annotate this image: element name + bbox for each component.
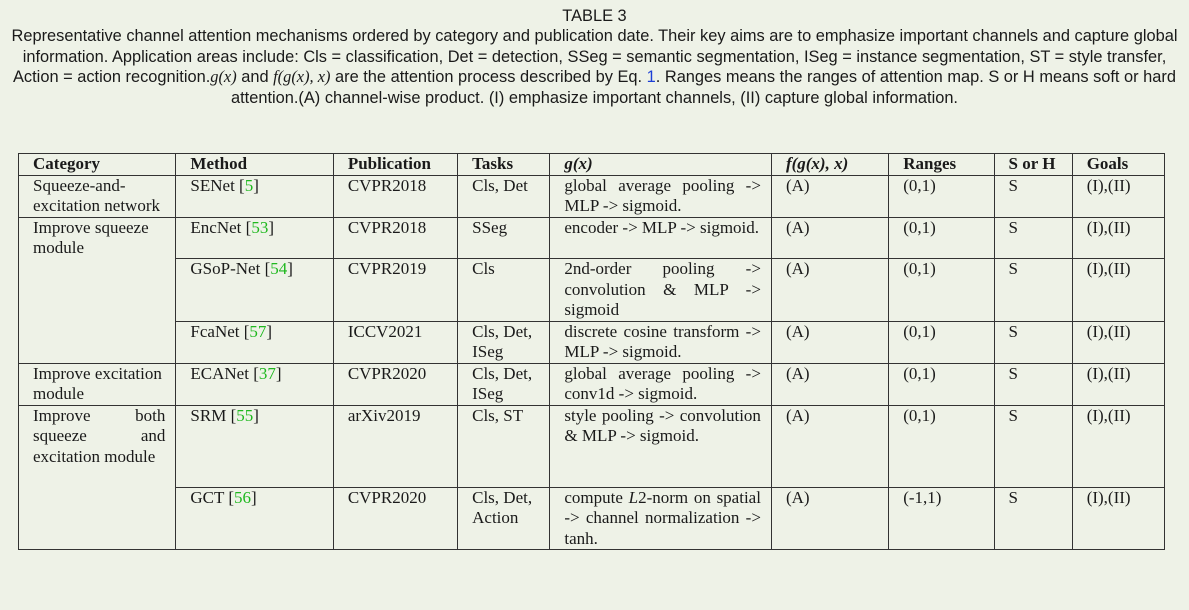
header-publication: Publication <box>333 154 457 176</box>
cell-sorh: S <box>994 259 1072 322</box>
header-ranges: Ranges <box>889 154 994 176</box>
gx-math-l: L <box>628 487 639 507</box>
citation-link[interactable]: 37 <box>258 363 276 383</box>
cell-tasks: Cls, Det <box>458 175 550 217</box>
cell-tasks: Cls <box>458 259 550 322</box>
cell-method: GCT [56] <box>176 487 333 550</box>
cell-goals: (I),(II) <box>1072 259 1164 322</box>
cell-tasks: SSeg <box>458 217 550 259</box>
header-sorh: S or H <box>994 154 1072 176</box>
cell-category: Improve excitation module <box>19 363 176 405</box>
cell-fgx: (A) <box>771 487 888 550</box>
cell-tasks: Cls, Det, ISeg <box>458 321 550 363</box>
citation-link[interactable]: 56 <box>234 487 252 507</box>
gx-text-post: 2-norm on spatial -> channel normalization -> tanh. <box>564 487 761 548</box>
table-row <box>19 321 1165 363</box>
cell-method: GSoP-Net [54] <box>176 259 333 322</box>
caption-text-1: Representative channel attention mechanisms ordered by category and publication date. Their key aims are to emphasize important channels and capture global information. Application areas include: Cls = classification, Det = detection, SSeg = semantic segmentation, ISeg = instance segmentation, ST = style transfer, Action = action recognition. <box>11 27 1178 87</box>
cell-gx: global average pooling -> MLP -> sigmoid. <box>550 175 772 217</box>
cell-goals: (I),(II) <box>1072 363 1164 405</box>
cell-goals: (I),(II) <box>1072 405 1164 487</box>
cell-sorh: S <box>994 217 1072 259</box>
cell-gx: style pooling -> convolution & MLP -> sigmoid. <box>550 405 772 487</box>
method-name: FcaNet <box>190 321 240 341</box>
caption-math-fgx: f(g(x), x) <box>273 67 331 87</box>
cell-gx: global average pooling -> conv1d -> sigmoid. <box>550 363 772 405</box>
cell-method: EncNet [53] <box>176 217 333 259</box>
cell-fgx: (A) <box>771 259 888 322</box>
cell-gx: encoder -> MLP -> sigmoid. <box>550 217 772 259</box>
cell-goals: (I),(II) <box>1072 321 1164 363</box>
cell-ranges: (0,1) <box>889 405 994 487</box>
cell-publication: CVPR2020 <box>333 487 457 550</box>
cell-ranges: (-1,1) <box>889 487 994 550</box>
table-row <box>19 259 1165 322</box>
cell-publication: CVPR2020 <box>333 363 457 405</box>
cell-goals: (I),(II) <box>1072 487 1164 550</box>
method-name: GCT <box>190 487 225 507</box>
cell-ranges: (0,1) <box>889 363 994 405</box>
cell-fgx: (A) <box>771 321 888 363</box>
cell-publication: CVPR2018 <box>333 175 457 217</box>
cell-goals: (I),(II) <box>1072 175 1164 217</box>
attention-table <box>18 153 1165 550</box>
table-row <box>19 487 1165 550</box>
cell-fgx: (A) <box>771 405 888 487</box>
table-row <box>19 405 1165 487</box>
header-goals: Goals <box>1072 154 1164 176</box>
caption-text-3: . Ranges means the ranges of attention map. S or H means soft or hard attention.(A) channel-wise product. (I) emphasize important channels, (II) capture global information. <box>230 68 1176 107</box>
cell-fgx: (A) <box>771 363 888 405</box>
cell-fgx: (A) <box>771 175 888 217</box>
header-tasks: Tasks <box>458 154 550 176</box>
cell-tasks: Cls, ST <box>458 405 550 487</box>
cell-category-empty <box>19 259 176 322</box>
caption-eq-ref[interactable]: 1 <box>646 68 656 87</box>
cell-goals: (I),(II) <box>1072 217 1164 259</box>
cell-method: FcaNet [57] <box>176 321 333 363</box>
table-caption <box>0 6 1189 108</box>
header-gx: g(x) <box>550 154 772 176</box>
cell-sorh: S <box>994 363 1072 405</box>
caption-and: and <box>236 68 274 87</box>
cell-category-empty <box>19 321 176 363</box>
citation-link[interactable]: 57 <box>249 321 267 341</box>
cell-category: Improve both squeeze and excitation module <box>19 405 176 487</box>
table-title: TABLE 3 <box>562 7 627 25</box>
table-row <box>19 175 1165 217</box>
cell-ranges: (0,1) <box>889 259 994 322</box>
citation-link[interactable]: 5 <box>244 175 254 195</box>
gx-text-pre: compute <box>564 487 629 507</box>
cell-category-empty <box>19 487 176 550</box>
cell-sorh: S <box>994 175 1072 217</box>
cell-fgx: (A) <box>771 217 888 259</box>
cell-publication: ICCV2021 <box>333 321 457 363</box>
method-name: SENet <box>190 175 235 195</box>
citation-link[interactable]: 55 <box>236 405 254 425</box>
cell-gx: discrete cosine transform -> MLP -> sigmoid. <box>550 321 772 363</box>
cell-ranges: (0,1) <box>889 217 994 259</box>
caption-math-gx: g(x) <box>210 67 237 87</box>
cell-gx: 2nd-order pooling -> convolution & MLP -> sigmoid <box>550 259 772 322</box>
method-name: EncNet <box>190 217 242 237</box>
cell-method: ECANet [37] <box>176 363 333 405</box>
cell-sorh: S <box>994 487 1072 550</box>
cell-gx <box>550 487 772 550</box>
cell-category: Squeeze-and-excitation network <box>19 175 176 217</box>
cell-method: SENet [5] <box>176 175 333 217</box>
method-name: SRM <box>190 405 227 425</box>
citation-link[interactable]: 54 <box>270 259 288 278</box>
header-row <box>19 154 1165 176</box>
cell-ranges: (0,1) <box>889 321 994 363</box>
caption-text-2: are the attention process described by Eq. <box>330 68 647 87</box>
cell-publication: CVPR2019 <box>333 259 457 322</box>
cell-sorh: S <box>994 321 1072 363</box>
header-fgx: f(g(x), x) <box>771 154 888 176</box>
cell-tasks: Cls, Det, Action <box>458 487 550 550</box>
cell-sorh: S <box>994 405 1072 487</box>
method-name: ECANet <box>190 363 249 383</box>
cell-method: SRM [55] <box>176 405 333 487</box>
header-method: Method <box>176 154 333 176</box>
cell-category: Improve squeeze module <box>19 217 176 259</box>
cell-ranges: (0,1) <box>889 175 994 217</box>
header-category: Category <box>19 154 176 176</box>
cell-publication: CVPR2018 <box>333 217 457 259</box>
method-name: GSoP-Net <box>190 259 261 278</box>
table-row <box>19 217 1165 259</box>
table-row <box>19 363 1165 405</box>
citation-link[interactable]: 53 <box>251 217 269 237</box>
cell-publication: arXiv2019 <box>333 405 457 487</box>
cell-tasks: Cls, Det, ISeg <box>458 363 550 405</box>
